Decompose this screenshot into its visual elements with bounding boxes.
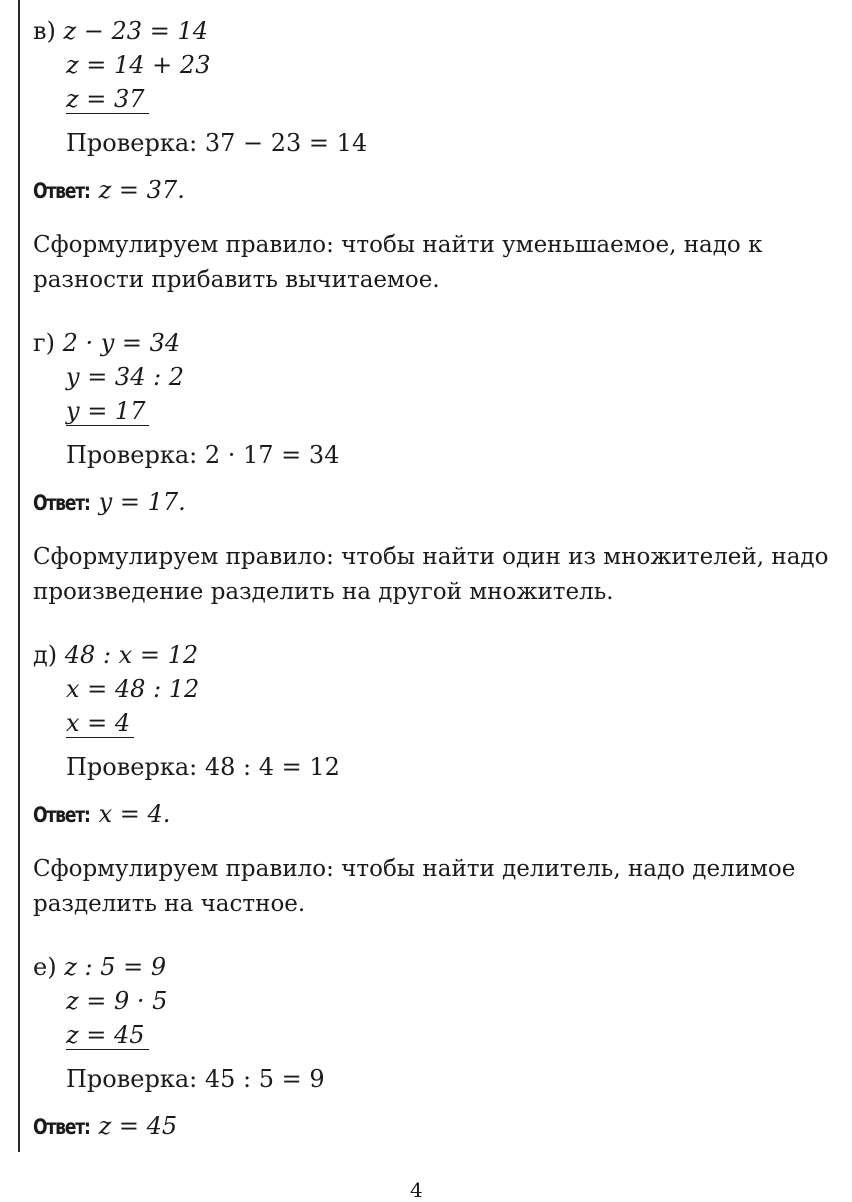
solution-step: y = 34 : 2	[66, 363, 185, 391]
equation: z − 23 = 14	[63, 17, 208, 45]
solution-result-line	[66, 84, 149, 114]
solution-result-line	[66, 708, 134, 738]
check-expression: 37 − 23 = 14	[204, 129, 368, 157]
answer-value: y = 17.	[98, 488, 186, 516]
answer-value: z = 45	[98, 1112, 178, 1140]
solution-result: z = 37	[66, 85, 149, 114]
rule-text: Сформулируем правило: чтобы найти делитель, надо делимое разделить на частное.	[33, 856, 796, 917]
solution-result: y = 17	[66, 397, 149, 426]
equation: 48 : x = 12	[64, 641, 199, 669]
equation: 2 · y = 34	[62, 329, 181, 357]
rule-text: Сформулируем правило: чтобы найти уменьшаемое, надо к разности прибавить вычитаемое.	[33, 232, 763, 293]
check-line	[66, 440, 339, 470]
rule-text: Сформулируем правило: чтобы найти один из множителей, надо произведение разделить на другой множитель.	[33, 544, 829, 605]
item-letter: в)	[33, 17, 56, 45]
item-letter: д)	[33, 641, 58, 669]
item-letter: г)	[33, 329, 55, 357]
answer-value: z = 37.	[98, 176, 185, 204]
answer-label: Ответ:	[33, 1115, 90, 1139]
answer-value: x = 4.	[98, 800, 171, 828]
solution-result-line	[66, 1020, 149, 1050]
solution-result: z = 45	[66, 1021, 149, 1050]
page-number: 4	[410, 1178, 423, 1202]
check-expression: 48 : 4 = 12	[204, 753, 340, 781]
solution-step: x = 48 : 12	[66, 675, 200, 703]
solution-result: x = 4	[66, 709, 134, 738]
equation-line	[33, 16, 208, 46]
answer-label: Ответ:	[33, 803, 90, 827]
item-letter: е)	[33, 953, 57, 981]
check-expression: 2 · 17 = 34	[204, 441, 340, 469]
solution-result-line	[66, 396, 149, 426]
solution-step: z = 14 + 23	[66, 51, 211, 79]
answer-line	[33, 175, 185, 206]
equation: z : 5 = 9	[64, 953, 167, 981]
answer-label: Ответ:	[33, 179, 90, 203]
check-line	[66, 1064, 325, 1094]
answer-line	[33, 799, 170, 830]
check-label: Проверка:	[66, 1065, 198, 1093]
check-label: Проверка:	[66, 753, 198, 781]
check-label: Проверка:	[66, 129, 198, 157]
check-label: Проверка:	[66, 441, 198, 469]
equation-line	[33, 640, 198, 670]
answer-label: Ответ:	[33, 491, 90, 515]
margin-rule	[18, 0, 20, 1152]
answer-line	[33, 487, 186, 518]
check-line	[66, 128, 367, 158]
equation-line	[33, 328, 180, 358]
equation-line	[33, 952, 166, 982]
answer-line	[33, 1111, 177, 1142]
solution-step: z = 9 · 5	[66, 987, 168, 1015]
check-expression: 45 : 5 = 9	[204, 1065, 325, 1093]
check-line	[66, 752, 340, 782]
